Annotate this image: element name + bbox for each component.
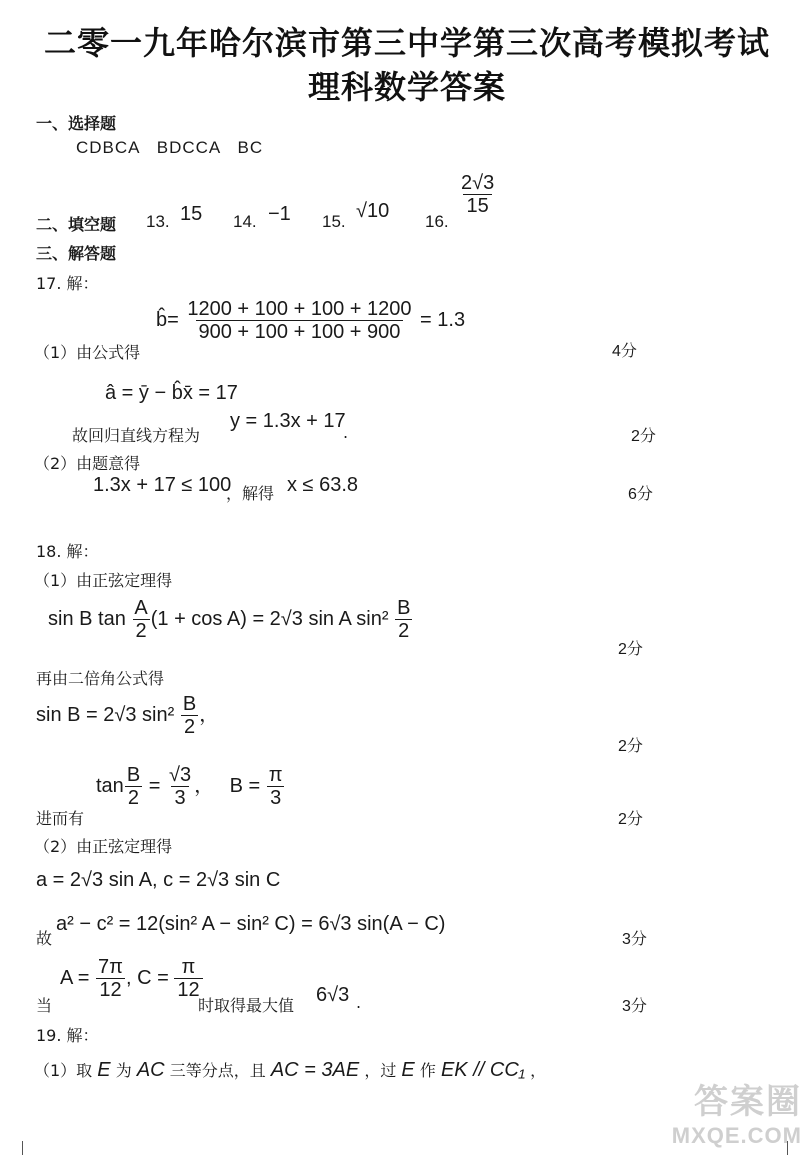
q17-intercept: â = ȳ − b̂x̄ = 17 — [105, 382, 238, 404]
section1-heading: 一、选择题 — [36, 114, 117, 133]
q18-eq2-frac-num: B — [182, 693, 197, 715]
q19-text-guo: ，过 — [364, 1061, 397, 1080]
fill-ans-14: −1 — [268, 203, 291, 225]
corner-mark-bottom-left — [22, 1141, 37, 1155]
q17-regression-dot: . — [343, 423, 349, 442]
q18-eq1-fracA-num: A — [134, 597, 148, 619]
q17-solution: x ≤ 63.8 — [287, 474, 359, 496]
q18-label: 18. 解： — [36, 542, 99, 561]
section3-heading: 三、解答题 — [36, 244, 117, 263]
q18-eq1-fracA-den: 2 — [133, 619, 150, 642]
q18-eq1-rhs: (1 + cos A) = 2√3 sin A sin² — [150, 607, 395, 630]
q18-eq2-comma: ， — [199, 703, 220, 726]
q18-eq6-C: , C = — [125, 966, 169, 989]
q18-part1: （1）由正弦定理得 — [34, 571, 173, 590]
q18-score1: 2分 — [618, 641, 643, 658]
q18-eq6-A: A = — [60, 966, 90, 989]
q19-label: 19. 解： — [36, 1026, 99, 1045]
q17-frac-numerator: 1200 + 100 + 100 + 1200 — [187, 298, 412, 320]
q18-eq3-frac2-num: √3 — [168, 764, 192, 786]
q17-part2: （2）由题意得 — [34, 454, 141, 473]
q18-dang-text: 当 — [36, 996, 53, 1015]
q19-part1-line — [34, 1058, 546, 1082]
q18-eq6-frac1-num: 7π — [98, 956, 123, 978]
q18-eq6 — [60, 956, 203, 1001]
q18-eq2 — [36, 693, 219, 738]
fill-num-13: 13. — [146, 212, 170, 231]
q18-eq3-comma: ， — [194, 774, 215, 797]
q18-eq1-fracB-den: 2 — [395, 619, 412, 642]
q18-eq3 — [96, 764, 286, 809]
q17-slope-formula — [156, 298, 465, 343]
q19-eq-AC: AC = 3AE — [270, 1059, 360, 1081]
q18-eq1-fracB-num: B — [397, 597, 411, 619]
q18-double-angle-text: 再由二倍角公式得 — [36, 669, 165, 688]
fill-num-14: 14. — [233, 212, 257, 231]
q17-score3: 6分 — [628, 486, 653, 503]
q18-eq3-B: B = — [229, 774, 261, 797]
q18-max-value: 6√3 — [316, 984, 350, 1006]
q18-eq3-equals: = — [148, 774, 161, 797]
q19-point-E1: E — [97, 1059, 111, 1081]
q18-gu-text: 故 — [36, 929, 53, 948]
q19-text-trisection: 三等分点，且 — [169, 1061, 266, 1080]
q19-point-E2: E — [401, 1059, 415, 1081]
q18-eq2-lhs: sin B = 2√3 sin² — [36, 703, 180, 726]
q18-eq5: a² − c² = 12(sin² A − sin² C) = 6√3 sin(A − C) — [56, 913, 446, 935]
q17-frac-denominator: 900 + 100 + 100 + 900 — [196, 320, 404, 343]
q17-part1: （1）由公式得 — [34, 343, 141, 362]
q18-eq6-frac2-num: π — [181, 956, 196, 978]
q18-max-dot: . — [356, 993, 362, 1012]
watermark-line2: MXQE.COM — [671, 1123, 802, 1148]
page-title-line1: 二零一九年哈尔滨市第三中学第三次高考模拟考试 — [44, 24, 771, 62]
fill-ans-16 — [458, 172, 497, 217]
q18-eq3-tan: tan — [96, 774, 124, 797]
q19-part1-text: （1）取 — [34, 1061, 93, 1080]
q17-label: 17. 解： — [36, 274, 99, 293]
q17-score2: 2分 — [631, 428, 656, 445]
q18-eq3-frac3-den: 3 — [267, 786, 284, 809]
q17-regression-text: 故回归直线方程为 — [72, 426, 201, 445]
q17-solve-text: ，解得 — [226, 484, 275, 503]
fill-ans-16-numerator: 2√3 — [461, 172, 495, 194]
q19-segment-AC: AC — [136, 1059, 165, 1081]
q18-eq3-frac3-num: π — [268, 764, 283, 786]
q19-end-comma: ， — [530, 1061, 547, 1080]
q18-eq2-frac-den: 2 — [181, 715, 198, 738]
section2-heading: 二、填空题 — [36, 215, 117, 234]
q18-eq6-frac1-den: 12 — [96, 978, 124, 1001]
q18-score5: 3分 — [622, 931, 647, 948]
q18-eq1 — [48, 597, 413, 642]
q18-score6: 3分 — [622, 998, 647, 1015]
choice-answers: CDBCA BDCCA BC — [76, 138, 264, 157]
q18-therefore-text: 进而有 — [36, 809, 85, 828]
q17-inequality: 1.3x + 17 ≤ 100 — [93, 474, 232, 496]
fill-ans-16-denominator: 15 — [463, 194, 491, 217]
q17-slope-result: = 1.3 — [420, 308, 466, 331]
q19-text-zuo: 作 — [419, 1061, 436, 1080]
fill-num-16: 16. — [425, 212, 449, 231]
q18-eq6-frac2-den: 12 — [174, 978, 202, 1001]
q17-bhat: b̂ — [156, 308, 168, 331]
watermark-logo — [672, 1074, 802, 1149]
q18-eq3-frac1-den: 2 — [125, 786, 142, 809]
q17-score1: 4分 — [612, 343, 637, 360]
q18-score3: 2分 — [618, 811, 643, 828]
fill-num-15: 15. — [322, 212, 346, 231]
q19-text-wei: 为 — [115, 1061, 132, 1080]
page-title-line2: 理科数学答案 — [308, 68, 507, 106]
q17-regression-eq: y = 1.3x + 17 — [230, 410, 346, 432]
q18-eq1-sinbtan: sin B tan — [48, 607, 126, 630]
fill-ans-15: √10 — [356, 200, 390, 222]
q17-equals: = — [167, 308, 179, 331]
q18-eq3-frac1-num: B — [126, 764, 141, 786]
q18-max-text: 时取得最大值 — [198, 996, 295, 1015]
watermark-line1: 答案圈 — [694, 1082, 802, 1122]
q19-eq-EK: EK // CC₁ — [440, 1059, 526, 1081]
q18-eq3-frac2-den: 3 — [171, 786, 188, 809]
q18-score2: 2分 — [618, 738, 643, 755]
q18-part2: （2）由正弦定理得 — [34, 837, 173, 856]
fill-ans-13: 15 — [180, 203, 203, 225]
q18-eq4: a = 2√3 sin A, c = 2√3 sin C — [36, 869, 281, 891]
